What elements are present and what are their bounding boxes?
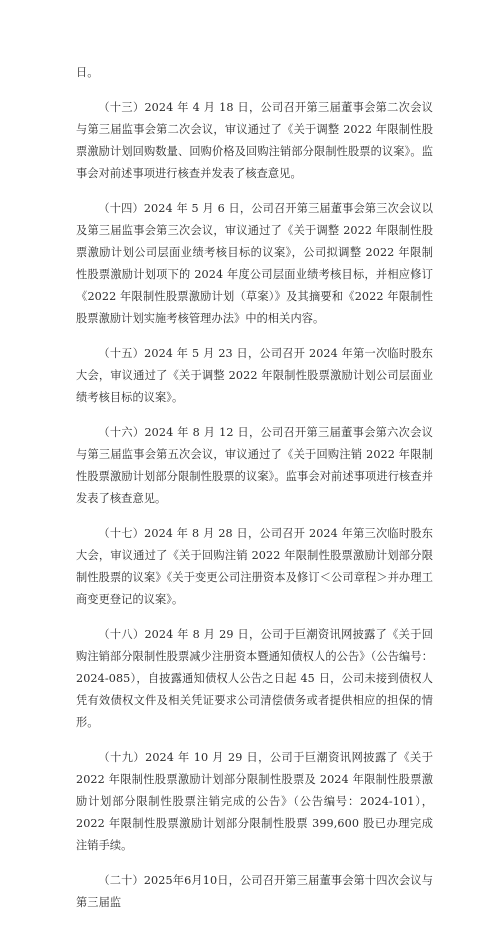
paragraph-item-20: （二十）2025年6月10日，公司召开第三届董事会第十四次会议与第三届监 — [76, 874, 433, 909]
paragraph-item-14: （十四）2024 年 5 月 6 日，公司召开第三届董事会第三次会议以及第三届监事会第三次会议，审议通过了《关于调整 2022 年限制性股票激励计划公司层面业绩考核目标的议案》，公司拟调整 2022 年限制性股票激励计划项下的 2024 年度公司层面业绩考核目标，并相应修订《2022 年限制性股票激励计划（草案）》及其摘要和《2022 年限制性股票激励计划实施考核管理办法》中的相关内容。 — [76, 202, 433, 325]
paragraph-item-15: （十五）2024 年 5 月 23 日，公司召开 2024 年第一次临时股东大会，审议通过了《关于调整 2022 年限制性股票激励计划公司层面业绩考核目标的议案》。 — [76, 347, 433, 404]
paragraph-item-19: （十九）2024 年 10 月 29 日，公司于巨潮资讯网披露了《关于 2022 年限制性股票激励计划部分限制性股票及 2024 年限制性股票激励计划部分限制性股票注销完成的公告》（公告编号：2024-101），2022 年限制性股票激励计划部分限制性股票 399,600 股已办理完成注销手续。 — [76, 751, 433, 852]
paragraph-item-18: （十八）2024 年 8 月 29 日，公司于巨潮资讯网披露了《关于回购注销部分限制性股票减少注册资本暨通知债权人的公告》（公告编号：2024-085），自披露通知债权人公告之日起 45 日，公司未接到债权人凭有效债权文件及相关凭证要求公司清偿债务或者提供相应的担保的情形。 — [76, 628, 433, 729]
document-body — [76, 62, 433, 927]
paragraph-item-13: （十三）2024 年 4 月 18 日，公司召开第三届董事会第二次会议与第三届监事会第二次会议，审议通过了《关于调整 2022 年限制性股票激励计划回购数量、回购价格及回购注销部分限制性股票的议案》。监事会对前述事项进行核查并发表了核查意见。 — [76, 101, 433, 180]
paragraph-item-16: （十六）2024 年 8 月 12 日，公司召开第三届董事会第六次会议与第三届监事会第五次会议，审议通过了《关于回购注销 2022 年限制性股票激励计划部分限制性股票的议案》。监事会对前述事项进行核查并发表了核查意见。 — [76, 426, 433, 505]
paragraph-item-17: （十七）2024 年 8 月 28 日，公司召开 2024 年第三次临时股东大会，审议通过了《关于回购注销 2022 年限制性股票激励计划部分限制性股票的议案》《关于变更公司注册资本及修订＜公司章程＞并办理工商变更登记的议案》。 — [76, 527, 433, 606]
paragraph-continuation: 日。 — [76, 66, 99, 79]
